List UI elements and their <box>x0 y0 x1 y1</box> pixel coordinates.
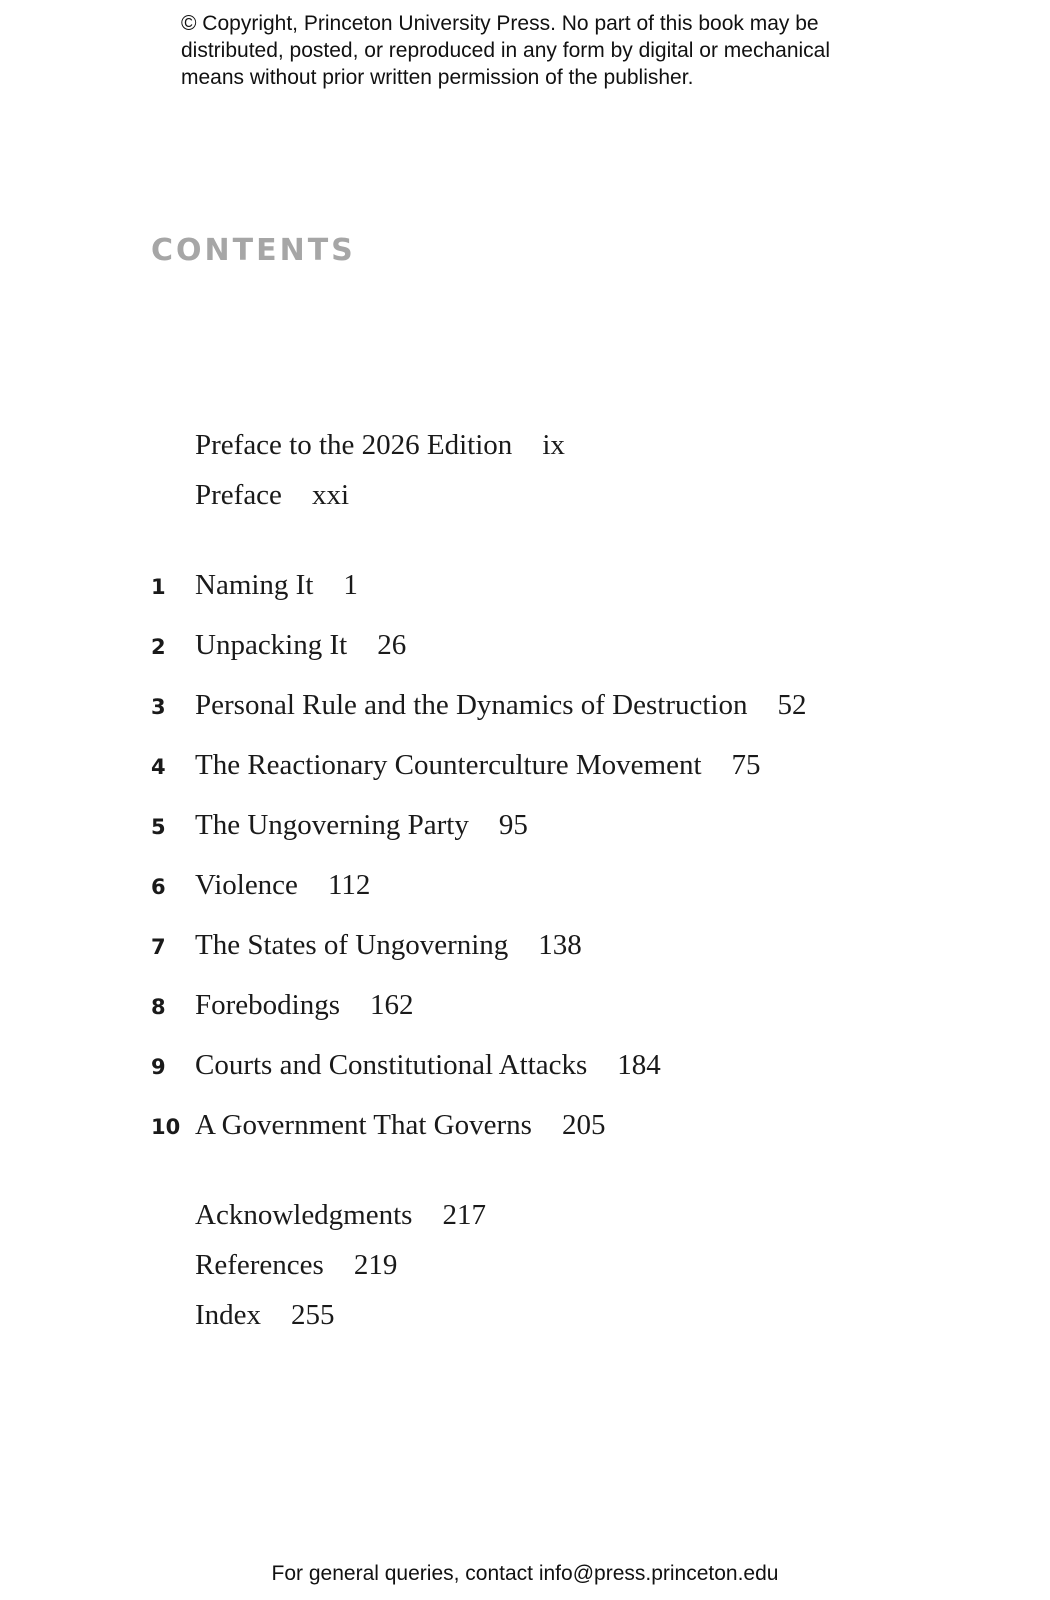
toc-entry-chapter-10[interactable] <box>151 1109 605 1149</box>
toc-entry-page: 184 <box>617 1049 661 1081</box>
toc-entry-title: References <box>195 1249 324 1281</box>
toc-entry-title: The Ungoverning Party <box>195 809 469 841</box>
toc-entry-title: Courts and Constitutional Attacks <box>195 1049 588 1081</box>
toc-chapter-number: 9 <box>151 1055 166 1079</box>
toc-entry-title: Personal Rule and the Dynamics of Destruction <box>195 689 748 721</box>
contact-footer: For general queries, contact info@press.princeton.edu <box>271 1562 779 1585</box>
toc-entry-page: 255 <box>291 1299 335 1331</box>
toc-chapter-number: 5 <box>151 815 166 839</box>
toc-entry-title: Index <box>195 1299 262 1331</box>
toc-entry-references[interactable] <box>151 1249 397 1289</box>
toc-entry-title: Violence <box>195 869 298 901</box>
toc-entry-chapter-1[interactable] <box>151 569 358 609</box>
toc-entry-chapter-7[interactable] <box>151 929 582 969</box>
toc-chapter-number: 4 <box>151 755 166 779</box>
toc-entry-page: 95 <box>498 809 528 841</box>
copyright-line: means without prior written permission of the publisher. <box>181 66 694 89</box>
toc-entry-chapter-9[interactable] <box>151 1049 661 1089</box>
toc-entry-page: 26 <box>377 629 407 661</box>
toc-entry-title: A Government That Governs <box>195 1109 532 1141</box>
toc-chapter-number: 3 <box>151 695 166 719</box>
toc-entry-page: 112 <box>327 869 371 901</box>
toc-entry-page: 217 <box>442 1199 486 1231</box>
toc-entry-title: Forebodings <box>195 989 340 1021</box>
toc-entry-page: 138 <box>538 929 582 961</box>
toc-entry-title: Preface <box>195 479 282 511</box>
copyright-line: © Copyright, Princeton University Press. No part of this book may be <box>181 12 819 35</box>
toc-entry-page: 75 <box>731 749 761 781</box>
toc-entry-title: Unpacking It <box>195 629 348 661</box>
toc-entry-front-preface[interactable] <box>151 479 349 519</box>
toc-chapter-number: 6 <box>151 875 166 899</box>
toc-chapter-number: 2 <box>151 635 166 659</box>
toc-entry-page: 1 <box>343 569 358 601</box>
toc-chapter-number: 1 <box>151 575 166 599</box>
toc-entry-title: The States of Ungoverning <box>195 929 509 961</box>
toc-entry-page: ix <box>542 429 565 461</box>
toc-entry-chapter-4[interactable] <box>151 749 761 789</box>
toc-chapter-number: 7 <box>151 935 166 959</box>
toc-entry-acknowledgments[interactable] <box>151 1199 486 1239</box>
toc-entry-chapter-6[interactable] <box>151 869 370 909</box>
toc-entry-chapter-8[interactable] <box>151 989 414 1029</box>
toc-entry-front-preface-2026[interactable] <box>151 429 565 469</box>
toc-chapter-number: 10 <box>151 1115 181 1139</box>
toc-entry-chapter-5[interactable] <box>151 809 528 849</box>
toc-entry-chapter-2[interactable] <box>151 629 406 669</box>
toc-entry-title: Naming It <box>195 569 314 601</box>
toc-entry-chapter-3[interactable] <box>151 689 807 729</box>
copyright-line: distributed, posted, or reproduced in any form by digital or mechanical <box>181 39 831 62</box>
toc-entry-page: 205 <box>561 1109 606 1141</box>
toc-entry-page: xxi <box>311 479 349 511</box>
toc-entry-index[interactable] <box>151 1299 335 1339</box>
toc-entry-page: 52 <box>777 689 807 721</box>
toc-entry-page: 219 <box>353 1249 398 1281</box>
toc-entry-title: Preface to the 2026 Edition <box>195 429 513 461</box>
toc-chapter-number: 8 <box>151 995 166 1019</box>
toc-entry-title: Acknowledgments <box>195 1199 413 1231</box>
toc-entry-page: 162 <box>370 989 414 1021</box>
toc-entry-title: The Reactionary Counterculture Movement <box>195 749 702 781</box>
contents-heading: CONTENTS <box>151 233 356 268</box>
